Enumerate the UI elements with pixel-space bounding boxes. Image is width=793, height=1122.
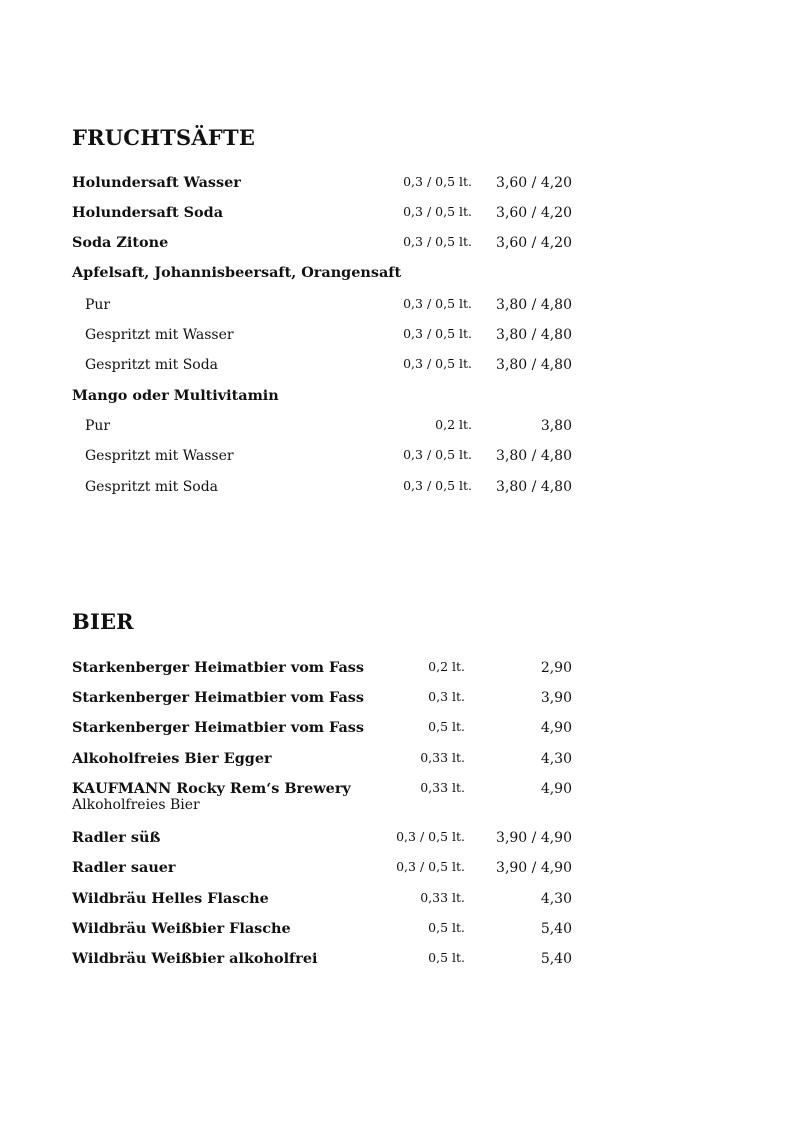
item-price: 4,30 [540,891,572,907]
item-volume: 0,5 lt. [428,920,465,935]
menu-item [72,295,572,315]
item-price: 2,90 [540,660,572,676]
item-price: 5,40 [540,921,572,937]
item-name: Pur [85,297,111,313]
item-name: Wildbräu Weißbier Flasche [72,920,291,937]
item-volume: 0,3 / 0,5 lt. [403,356,472,371]
item-price: 3,80 / 4,80 [496,448,572,464]
menu-item [72,355,572,375]
item-name: Gespritzt mit Wasser [85,448,234,464]
menu-item [72,749,572,769]
item-volume: 0,5 lt. [428,719,465,734]
item-volume: 0,33 lt. [420,750,465,765]
menu-item [72,325,572,345]
menu-item [72,233,572,253]
item-name: KAUFMANN Rocky Rem‘s Brewery [72,780,351,797]
item-price: 3,80 / 4,80 [496,297,572,313]
item-volume: 0,3 / 0,5 lt. [403,478,472,493]
menu-item [72,779,572,817]
item-volume: 0,33 lt. [420,890,465,905]
item-volume: 0,3 / 0,5 lt. [403,326,472,341]
item-volume: 0,3 / 0,5 lt. [403,296,472,311]
group-name: Mango oder Multivitamin [72,387,279,404]
item-volume: 0,3 / 0,5 lt. [403,447,472,462]
menu-item [72,828,572,848]
group-name: Apfelsaft, Johannisbeersaft, Orangensaft [72,264,402,281]
item-volume: 0,2 lt. [428,659,465,674]
menu-item [72,203,572,223]
item-name: Radler sauer [72,859,176,876]
item-note: Alkoholfreies Bier [72,797,200,813]
item-price: 3,80 [540,418,572,434]
item-price: 4,30 [540,751,572,767]
item-price: 4,90 [540,720,572,736]
section-heading: FRUCHTSÄFTE [72,125,256,150]
item-price: 3,90 / 4,90 [496,830,572,846]
item-name: Soda Zitone [72,234,169,251]
item-name: Radler süß [72,829,161,846]
item-price: 3,60 / 4,20 [496,235,572,251]
menu-group-heading [72,386,572,406]
item-name: Gespritzt mit Soda [85,479,219,495]
item-name: Wildbräu Helles Flasche [72,890,269,907]
menu-group-heading [72,263,572,283]
section-heading: BIER [72,609,134,634]
item-price: 5,40 [540,951,572,967]
item-name: Pur [85,418,111,434]
item-name: Alkoholfreies Bier Egger [72,750,272,767]
item-price: 3,80 / 4,80 [496,479,572,495]
item-volume: 0,3 / 0,5 lt. [396,859,465,874]
item-price: 4,90 [540,781,572,797]
item-price: 3,80 / 4,80 [496,357,572,373]
menu-item [72,949,572,969]
item-name: Starkenberger Heimatbier vom Fass [72,689,364,706]
menu-item [72,858,572,878]
menu-item [72,688,572,708]
menu-item [72,446,572,466]
item-name: Gespritzt mit Wasser [85,327,234,343]
item-volume: 0,3 / 0,5 lt. [403,204,472,219]
item-price: 3,80 / 4,80 [496,327,572,343]
item-name: Wildbräu Weißbier alkoholfrei [72,950,318,967]
menu-item [72,919,572,939]
item-volume: 0,33 lt. [420,780,465,795]
item-volume: 0,3 / 0,5 lt. [403,174,472,189]
item-name: Starkenberger Heimatbier vom Fass [72,659,364,676]
item-volume: 0,2 lt. [435,417,472,432]
item-name: Holundersaft Soda [72,204,224,221]
item-volume: 0,3 / 0,5 lt. [403,234,472,249]
item-volume: 0,3 lt. [428,689,465,704]
item-volume: 0,3 / 0,5 lt. [396,829,465,844]
menu-item [72,889,572,909]
item-volume: 0,5 lt. [428,950,465,965]
item-price: 3,90 [540,690,572,706]
menu-item [72,718,572,738]
item-name: Gespritzt mit Soda [85,357,219,373]
item-price: 3,90 / 4,90 [496,860,572,876]
menu-item [72,173,572,193]
menu-item [72,416,572,436]
item-price: 3,60 / 4,20 [496,175,572,191]
item-name: Starkenberger Heimatbier vom Fass [72,719,364,736]
item-name: Holundersaft Wasser [72,174,241,191]
menu-item [72,658,572,678]
menu-item [72,477,572,497]
item-price: 3,60 / 4,20 [496,205,572,221]
